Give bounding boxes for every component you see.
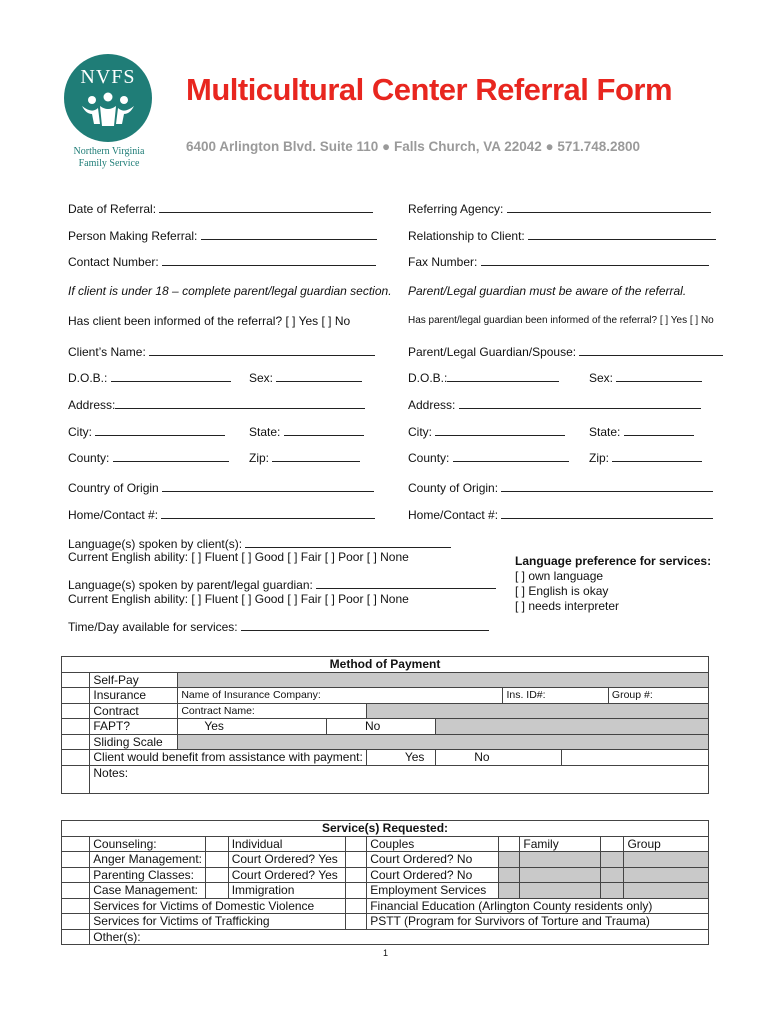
home-contact-right-field[interactable] [408,507,713,522]
pstt-label: PSTT (Program for Survivors of Torture and Trauma) [367,914,709,930]
pstt-checkbox[interactable] [346,914,367,930]
date-of-referral-field[interactable] [68,201,373,216]
others-checkbox[interactable] [62,929,90,945]
sliding-scale-checkbox[interactable] [62,734,90,750]
anger-court-no-checkbox[interactable] [346,852,367,868]
parenting-court-no-checkbox[interactable] [346,867,367,883]
clients-name-label: Client’s Name: [68,345,146,359]
county-right-field[interactable] [408,450,569,465]
state-right-field[interactable] [589,424,694,439]
agency-address: 6400 Arlington Blvd. Suite 110 ● Falls Church, VA 22042 ● 571.748.2800 [186,139,641,154]
country-of-origin-label: Country of Origin [68,481,159,495]
home-contact-left-field[interactable] [68,507,375,522]
dob-left-field[interactable] [68,370,231,385]
services-title: Service(s) Requested: [62,821,709,837]
language-preference-title: Language preference for services: [515,554,712,568]
zip-right-field[interactable] [589,450,702,465]
benefit-label: Client would benefit from assistance with payment: [90,750,366,766]
contact-number-label: Contact Number: [68,255,159,269]
victims-dv-checkbox[interactable] [62,898,90,914]
county-of-origin-field[interactable] [408,480,713,495]
logo-line2: Family Service [78,158,140,169]
zip-left-label: Zip: [249,451,270,465]
referring-agency-field[interactable] [408,201,711,216]
referring-agency-label: Referring Agency: [408,202,504,216]
insurance-checkbox[interactable] [62,688,90,704]
fapt-no[interactable]: No [327,719,436,735]
state-right-label: State: [589,425,621,439]
client-english-ability[interactable]: Current English ability: [ ] Fluent [ ] Good [ ] Fair [ ] Poor [ ] None [68,550,409,564]
financial-ed-label: Financial Education (Arlington County residents only) [367,898,709,914]
clients-name-field[interactable] [68,344,375,359]
pref-english-okay[interactable]: [ ] English is okay [515,584,609,598]
parenting-checkbox[interactable] [62,867,90,883]
anger-court-yes-checkbox[interactable] [206,852,229,868]
employment-checkbox[interactable] [346,883,367,899]
contract-name-field[interactable]: Contract Name: [178,703,367,719]
pref-own-language[interactable]: [ ] own language [515,569,604,583]
time-day-label: Time/Day available for services: [68,620,238,634]
victims-trafficking-label: Services for Victims of Trafficking [90,914,346,930]
contact-number-field[interactable] [68,254,376,269]
zip-left-field[interactable] [249,450,360,465]
person-making-referral-label: Person Making Referral: [68,229,198,243]
relationship-to-client-field[interactable] [408,228,716,243]
address-left-field[interactable] [68,397,365,412]
fapt-yes[interactable]: Yes [178,719,327,735]
fapt-label: FAPT? [90,719,178,735]
payment-table [61,656,709,794]
parenting-court-yes-checkbox[interactable] [206,867,229,883]
county-left-field[interactable] [68,450,229,465]
note-under-18: If client is under 18 – complete parent/legal guardian section. [68,284,392,298]
group-label: Group [624,836,709,852]
time-day-field[interactable] [68,619,489,634]
couples-checkbox[interactable] [346,836,367,852]
anger-court-no-label: Court Ordered? No [367,852,499,868]
sliding-scale-label: Sliding Scale [90,734,178,750]
fax-number-field[interactable] [408,254,709,269]
client-informed-checkbox[interactable]: Has client been informed of the referral? [ ] Yes [ ] No [68,314,351,328]
guardian-languages-field[interactable] [68,577,496,592]
immigration-label: Immigration [228,883,346,899]
logo-line1: Northern Virginia [73,146,145,157]
page-title [186,72,672,108]
home-contact-left-label: Home/Contact #: [68,508,159,522]
benefit-yes[interactable]: Yes [366,750,435,766]
victims-dv-label: Services for Victims of Domestic Violence [90,898,346,914]
sex-right-label: Sex: [589,371,614,385]
guardian-spouse-label: Parent/Legal Guardian/Spouse: [408,345,577,359]
county-of-origin-label: County of Origin: [408,481,499,495]
logo-emblem [64,54,152,142]
sex-left-field[interactable] [249,370,362,385]
self-pay-label: Self-Pay [90,672,178,688]
individual-checkbox[interactable] [206,836,229,852]
logo-mark: NVFS [80,66,136,88]
parenting-court-no-label: Court Ordered? No [367,867,499,883]
sex-left-label: Sex: [249,371,274,385]
parenting-label: Parenting Classes: [90,867,206,883]
note-guardian-aware: Parent/Legal guardian must be aware of the referral. [408,284,687,298]
contract-label: Contract [90,703,178,719]
notes-label: Notes: [93,765,129,780]
case-mgmt-label: Case Management: [90,883,206,899]
dob-left-label: D.O.B.: [68,371,108,385]
employment-label: Employment Services [367,883,499,899]
address-right-field[interactable] [408,397,701,412]
financial-ed-checkbox[interactable] [346,898,367,914]
client-languages-field[interactable] [68,536,451,551]
ins-id-field[interactable]: Ins. ID#: [503,688,608,704]
group-checkbox[interactable] [601,836,624,852]
self-pay-checkbox[interactable] [62,672,90,688]
home-contact-right-label: Home/Contact #: [408,508,499,522]
fapt-checkbox[interactable] [62,719,90,735]
dob-right-label: D.O.B.: [408,371,448,385]
group-number-field[interactable]: Group #: [608,688,708,704]
couples-label: Couples [367,836,499,852]
title-part1: Multicultural [186,72,364,107]
family-checkbox[interactable] [498,836,519,852]
state-left-field[interactable] [249,424,364,439]
family-label: Family [520,836,601,852]
anger-label: Anger Management: [90,852,206,868]
others-label: Other(s): [93,929,141,944]
fax-number-label: Fax Number: [408,255,478,269]
title-part2: Center [371,72,468,107]
individual-label: Individual [228,836,346,852]
title-part3: Referral Form [475,72,673,107]
state-left-label: State: [249,425,281,439]
zip-right-label: Zip: [589,451,610,465]
person-making-referral-field[interactable] [68,228,377,243]
benefit-no[interactable]: No [436,750,561,766]
anger-checkbox[interactable] [62,852,90,868]
county-right-label: County: [408,451,450,465]
others-field[interactable] [90,929,709,945]
address-left-label: Address: [68,398,116,412]
payment-title: Method of Payment [62,657,709,673]
page-number: 1 [383,948,389,958]
anger-court-yes-label: Court Ordered? Yes [228,852,346,868]
victims-trafficking-checkbox[interactable] [62,914,90,930]
sex-right-field[interactable] [589,370,702,385]
city-left-field[interactable] [68,424,225,439]
city-left-label: City: [68,425,92,439]
date-of-referral-label: Date of Referral: [68,202,157,216]
counseling-label: Counseling: [90,836,206,852]
county-left-label: County: [68,451,110,465]
city-right-field[interactable] [408,424,565,439]
insurance-label: Insurance [90,688,178,704]
country-of-origin-field[interactable] [68,480,374,495]
client-languages-label: Language(s) spoken by client(s): [68,537,243,551]
guardian-languages-label: Language(s) spoken by parent/legal guardian: [68,578,313,592]
case-mgmt-checkbox[interactable] [62,883,90,899]
guardian-informed-checkbox[interactable]: Has parent/legal guardian been informed of the referral? [ ] Yes [ ] No [408,315,714,326]
insurance-company-field[interactable]: Name of Insurance Company: [178,688,503,704]
contract-checkbox[interactable] [62,703,90,719]
relationship-to-client-label: Relationship to Client: [408,229,525,243]
guardian-spouse-field[interactable] [408,344,723,359]
notes-field[interactable] [90,765,709,793]
nvfs-logo [64,54,154,170]
pref-needs-interpreter[interactable]: [ ] needs interpreter [515,599,620,613]
services-table [61,820,709,945]
immigration-checkbox[interactable] [206,883,229,899]
family-figures-icon [64,54,152,142]
parenting-court-yes-label: Court Ordered? Yes [228,867,346,883]
address-right-label: Address: [408,398,456,412]
guardian-english-ability[interactable]: Current English ability: [ ] Fluent [ ] Good [ ] Fair [ ] Poor [ ] None [68,592,409,606]
counseling-checkbox[interactable] [62,836,90,852]
dob-right-field[interactable] [408,370,559,385]
city-right-label: City: [408,425,432,439]
